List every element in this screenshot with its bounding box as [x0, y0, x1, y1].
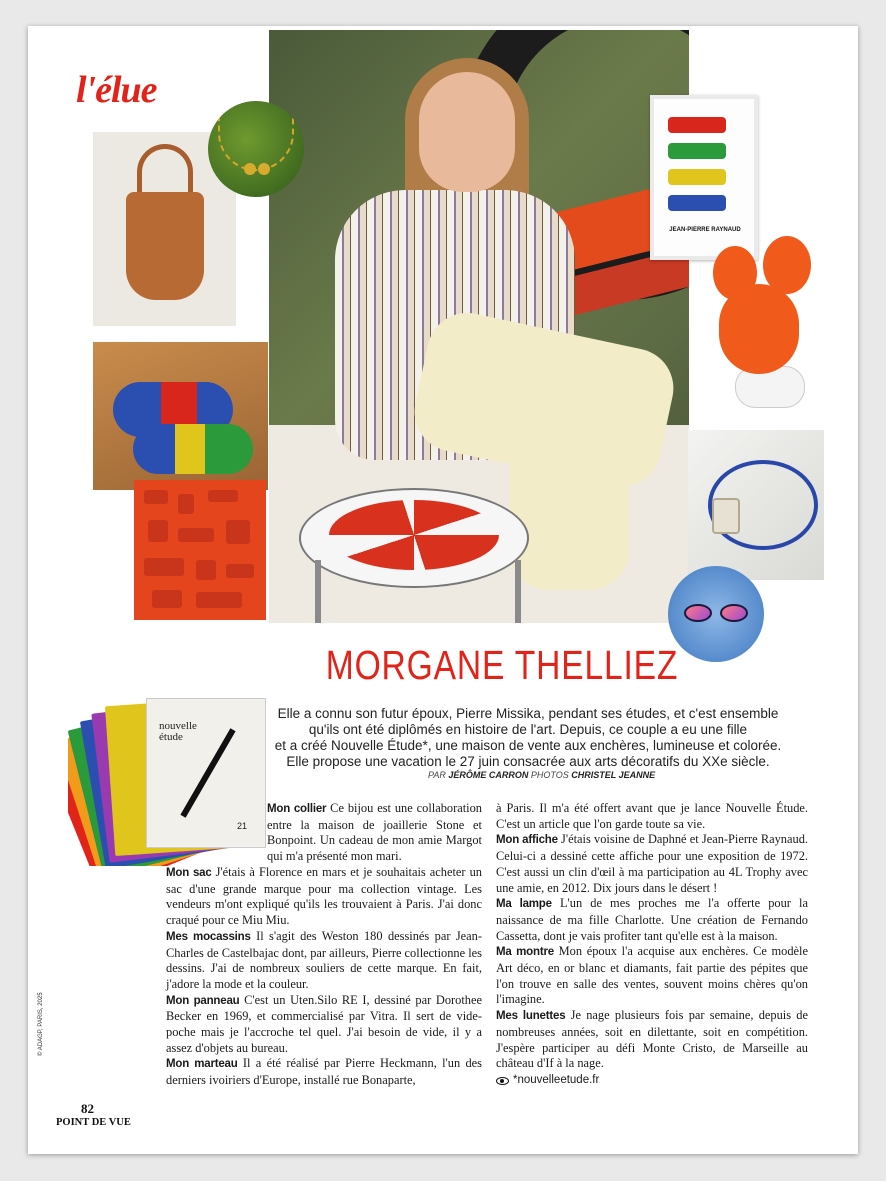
section-label: Ma lampe	[496, 898, 552, 911]
section-text: Il a été réalisé par Pierre Heckmann, l'un des derniers ivoiriers d'Europe, installé rue Bonaparte,	[166, 1056, 482, 1088]
column-right	[496, 801, 808, 1089]
intro-line: qu'ils ont été diplômés en histoire de l'art. Depuis, ce couple a eu une fille	[308, 722, 748, 737]
author-name: JÉRÔME CARRON	[448, 770, 529, 780]
section-label: Mon sac	[166, 867, 212, 879]
paragraph-marteau	[166, 1056, 482, 1088]
cover-number: 21	[237, 821, 248, 831]
website-url: *nouvelleetude.fr	[513, 1073, 600, 1086]
portrait-photo	[269, 30, 689, 623]
silo-pocket	[152, 590, 182, 608]
section-label: Mes lunettes	[496, 1010, 566, 1023]
lamp-head	[719, 284, 799, 374]
silo-pocket	[148, 520, 168, 542]
bag-body	[126, 192, 204, 300]
paragraph-lampe	[496, 896, 808, 944]
website-link[interactable]	[496, 1073, 808, 1089]
paragraph-mocassins	[166, 929, 482, 993]
stool-leg	[315, 560, 321, 623]
silo-pocket	[196, 592, 242, 608]
paragraph-affiche	[496, 832, 808, 896]
silo-pocket	[144, 490, 168, 504]
watch-face	[712, 498, 740, 534]
magazine-page	[28, 26, 858, 1154]
paragraph-marteau-suite: à Paris. Il m'a été offert avant que je lance Nouvelle Étude. C'est un article que l'on garde toute sa vie.	[496, 801, 808, 831]
section-label: Mon marteau	[166, 1058, 238, 1071]
section-label: Mon collier	[267, 803, 327, 815]
cherry-pendant	[244, 163, 256, 175]
silo-pocket	[226, 564, 254, 578]
cherry-pendant	[258, 163, 270, 175]
column-collier	[267, 801, 482, 865]
intro	[248, 706, 808, 770]
section-label: Mes mocassins	[166, 930, 251, 943]
person-trousers	[509, 430, 629, 590]
byline	[428, 770, 728, 780]
paragraph-lunettes	[496, 1008, 808, 1072]
eye-icon	[496, 1077, 509, 1085]
paragraph-sac	[166, 865, 482, 929]
stool-leg	[515, 560, 521, 623]
cover-title	[159, 721, 197, 743]
cover-title-line: nouvelle	[159, 720, 197, 732]
poster-car	[668, 143, 726, 159]
stool-pattern	[329, 500, 499, 570]
section-label: Mon panneau	[166, 994, 240, 1007]
section-text: Il s'agit des Weston 180 dessinés par Jean-Charles de Castelbajac dont, par ailleurs, Pierre collectionne les dessins. J'ai de nombreux souliers de cette marque. En fait, j'adore la mode et la couleur.	[166, 928, 482, 991]
paragraph-panneau	[166, 993, 482, 1057]
necklace-photo	[208, 101, 304, 197]
cover-title-line: étude	[159, 731, 183, 743]
magazines-photo	[68, 686, 268, 866]
goggle-lens	[684, 604, 712, 622]
paragraph-collier	[267, 801, 482, 865]
section-text: Ce bijou est une collaboration entre la maison de joaillerie Stone et Bonpoint. Un cadeau de mon amie Margot qui m'a présenté mon mari.	[267, 801, 482, 864]
poster-caption: JEAN-PIERRE RAYNAUD	[669, 227, 741, 233]
silo-pocket	[208, 490, 238, 502]
uten-silo-photo	[134, 480, 266, 620]
loafers-photo	[93, 342, 268, 490]
silo-pocket	[196, 560, 216, 580]
byline-label: PHOTOS	[530, 770, 569, 780]
section-text: L'un de mes proches me l'a offerte pour la naissance de ma fille Charlotte. Une création de Fernando Cassetta, dont je vais profiter tant qu'elle est à la maison.	[496, 896, 808, 943]
silo-pocket	[178, 528, 214, 542]
silo-pocket	[178, 494, 194, 514]
section-text: J'étais à Florence en mars et je souhaitais acheter un sac d'une grande marque pour ma collection vintage. Les vendeurs m'ont expliqué qu'ils les trouvaient à Paris. J'ai donc craqué pour ce Miu Miu.	[166, 865, 482, 928]
page-number: 82	[81, 1101, 94, 1116]
column-left	[166, 865, 482, 1089]
section-label: Ma montre	[496, 946, 554, 959]
silo-pocket	[226, 520, 250, 544]
goggle-lens	[720, 604, 748, 622]
silo-pocket	[144, 558, 184, 576]
lamp-photo	[713, 236, 825, 424]
section-text: C'est un Uten.Silo RE I, dessiné par Dorothee Becker en 1969, et commercialisé par Vitra. Il sert de vide-poche mais je l'accroche tel quel. J'ai besoin de vide, il y a assez d'objets au bureau.	[166, 992, 483, 1055]
magazine-name: POINT DE VUE	[56, 1117, 131, 1128]
section-label: Mon affiche	[496, 834, 558, 847]
section-text: Je nage plusieurs fois par semaine, depuis de nombreuses années, soit en dilettante, soit en compétition. J'espère participer au défi Monte Cristo, de Marseille au château d'If à la nage.	[496, 1008, 808, 1071]
person-face	[419, 72, 515, 192]
intro-line: et a créé Nouvelle Étude*, une maison de vente aux enchères, lumineuse et colorée.	[274, 738, 782, 753]
rubric-title: l'élue	[76, 69, 157, 111]
poster-car	[668, 117, 726, 133]
byline-label: PAR	[428, 770, 446, 780]
section-text: J'étais voisine de Daphné et Jean-Pierre Raynaud. Celui-ci a dessiné cette affiche pour une exposition de 1972. C'est aussi un clin d'œil à ma participation au 4L Trophy avec une amie, en 2012. Dix jours dans le désert !	[496, 832, 808, 895]
photographer-name: CHRISTEL JEANNE	[571, 770, 656, 780]
loafer	[133, 424, 253, 474]
intro-line: Elle propose une vacation le 27 juin consacrée aux arts décoratifs du XXe siècle.	[286, 754, 770, 769]
copyright-notice: © ADAGP, PARIS, 2025	[38, 992, 44, 1056]
headline: MORGANE THELLIEZ	[325, 642, 679, 688]
section-text: Mon époux l'a acquise aux enchères. Ce modèle Art déco, en or blanc et diamants, fait partie des pépites que l'on trouve en salle des ventes, souvent moins chères qu'on l'imagine.	[496, 944, 808, 1007]
intro-line: Elle a connu son futur époux, Pierre Missika, pendant ses études, et c'est ensemble	[277, 706, 779, 721]
poster-car	[668, 169, 726, 185]
necklace-chain	[218, 111, 294, 171]
poster-car	[668, 195, 726, 211]
watch-photo	[688, 430, 824, 580]
paragraph-montre	[496, 944, 808, 1008]
